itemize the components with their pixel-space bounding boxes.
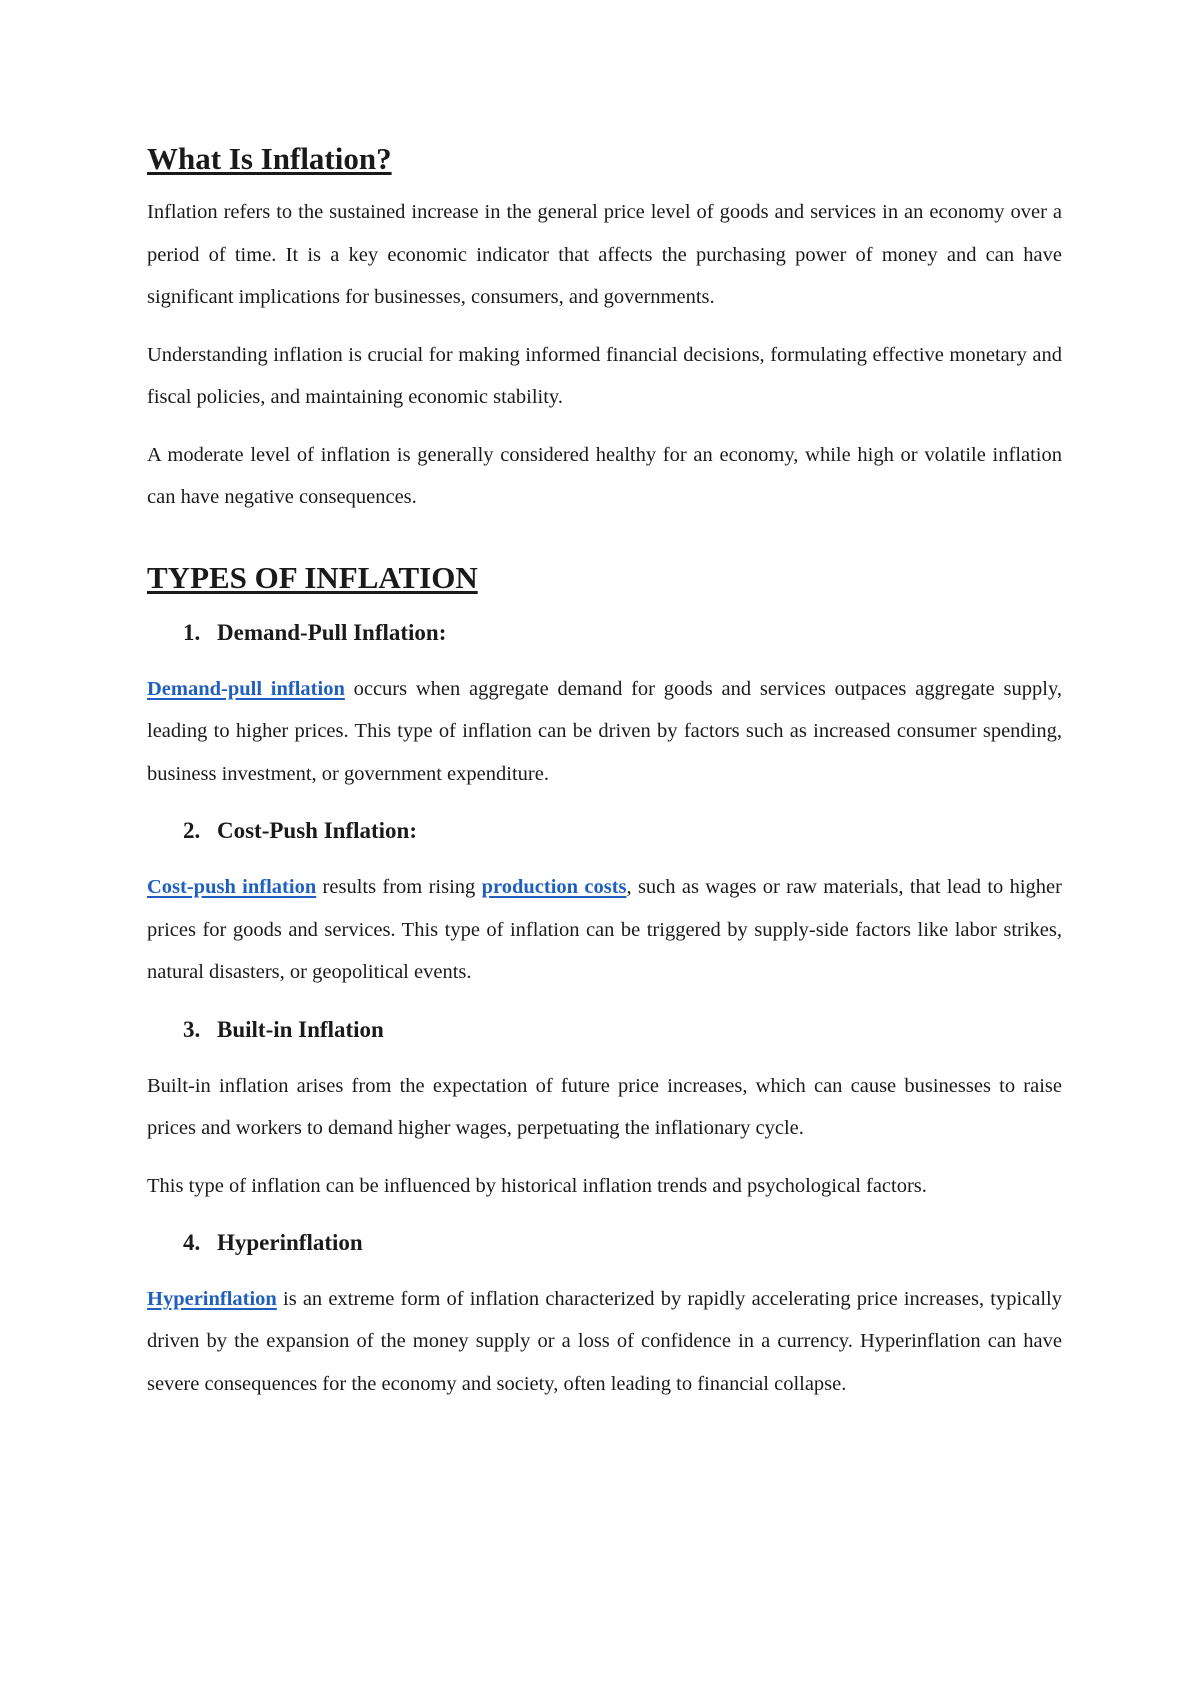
subheading-cost-push [147,816,1062,846]
subheading-label: Cost-Push Inflation: [217,818,418,844]
subheading-built-in [147,1015,1062,1045]
section-title-types: TYPES OF INFLATION [147,559,478,595]
intro-paragraph-2: Understanding inflation is crucial for making informed financial decisions, formulating effective monetary and fiscal policies, and maintaining economic stability. [147,343,1062,409]
subheading-demand-pull [147,618,1062,648]
subheading-label: Demand-Pull Inflation: [217,619,447,645]
intro-paragraph-1: Inflation refers to the sustained increase in the general price level of goods and services in an economy over a period of time. It is a key economic indicator that affects the purchasing power of money and can have significant implications for businesses, consumers, and governments. [147,201,1062,309]
paragraph-text: , such as wages or raw materials, that lead to higher prices for goods and services. This type of inflation can be triggered by supply-side factors like labor strikes, natural disasters, or geopolitical events. [147,876,1062,984]
paragraph-text: is an extreme form of inflation characterized by rapidly accelerating price increases, typically driven by the expansion of the money supply or a loss of confidence in a currency. Hyperinflation can have severe consequences for the economy and society, often leading to financial collapse. [147,1287,1062,1395]
subheading-label: Built-in Inflation [217,1016,384,1042]
intro-paragraph-3: A moderate level of inflation is generally considered healthy for an economy, while high or volatile inflation can have negative consequences. [147,443,1062,509]
paragraph-built-in-2: This type of inflation can be influenced by historical inflation trends and psychological factors. [147,1174,927,1197]
subheading-label: Hyperinflation [217,1230,363,1256]
link-hyperinflation[interactable]: Hyperinflation [147,1287,277,1310]
paragraph-text: results from rising [316,876,482,899]
subheading-hyperinflation [147,1228,1062,1258]
link-demand-pull-inflation[interactable]: Demand-pull inflation [147,677,345,700]
link-cost-push-inflation[interactable]: Cost-push inflation [147,876,317,899]
paragraph-text: occurs when aggregate demand for goods and services outpaces aggregate supply, leading to higher prices. This type of inflation can be driven by factors such as increased consumer spending, business investment, or government expenditure. [147,677,1062,785]
list-number: 4. [183,1230,201,1256]
link-production-costs[interactable]: production costs [481,876,627,899]
paragraph-built-in-1: Built-in inflation arises from the expectation of future price increases, which can cause businesses to raise prices and workers to demand higher wages, perpetuating the inflationary cycle. [147,1074,1062,1140]
list-number: 3. [183,1016,201,1042]
paragraph-hyperinflation [147,1278,1062,1406]
list-number: 1. [183,619,201,645]
paragraph-cost-push [147,866,1062,994]
list-number: 2. [183,818,201,844]
paragraph-demand-pull [147,668,1062,796]
page-title: What Is Inflation? [147,141,392,176]
document-page [147,140,1062,1420]
